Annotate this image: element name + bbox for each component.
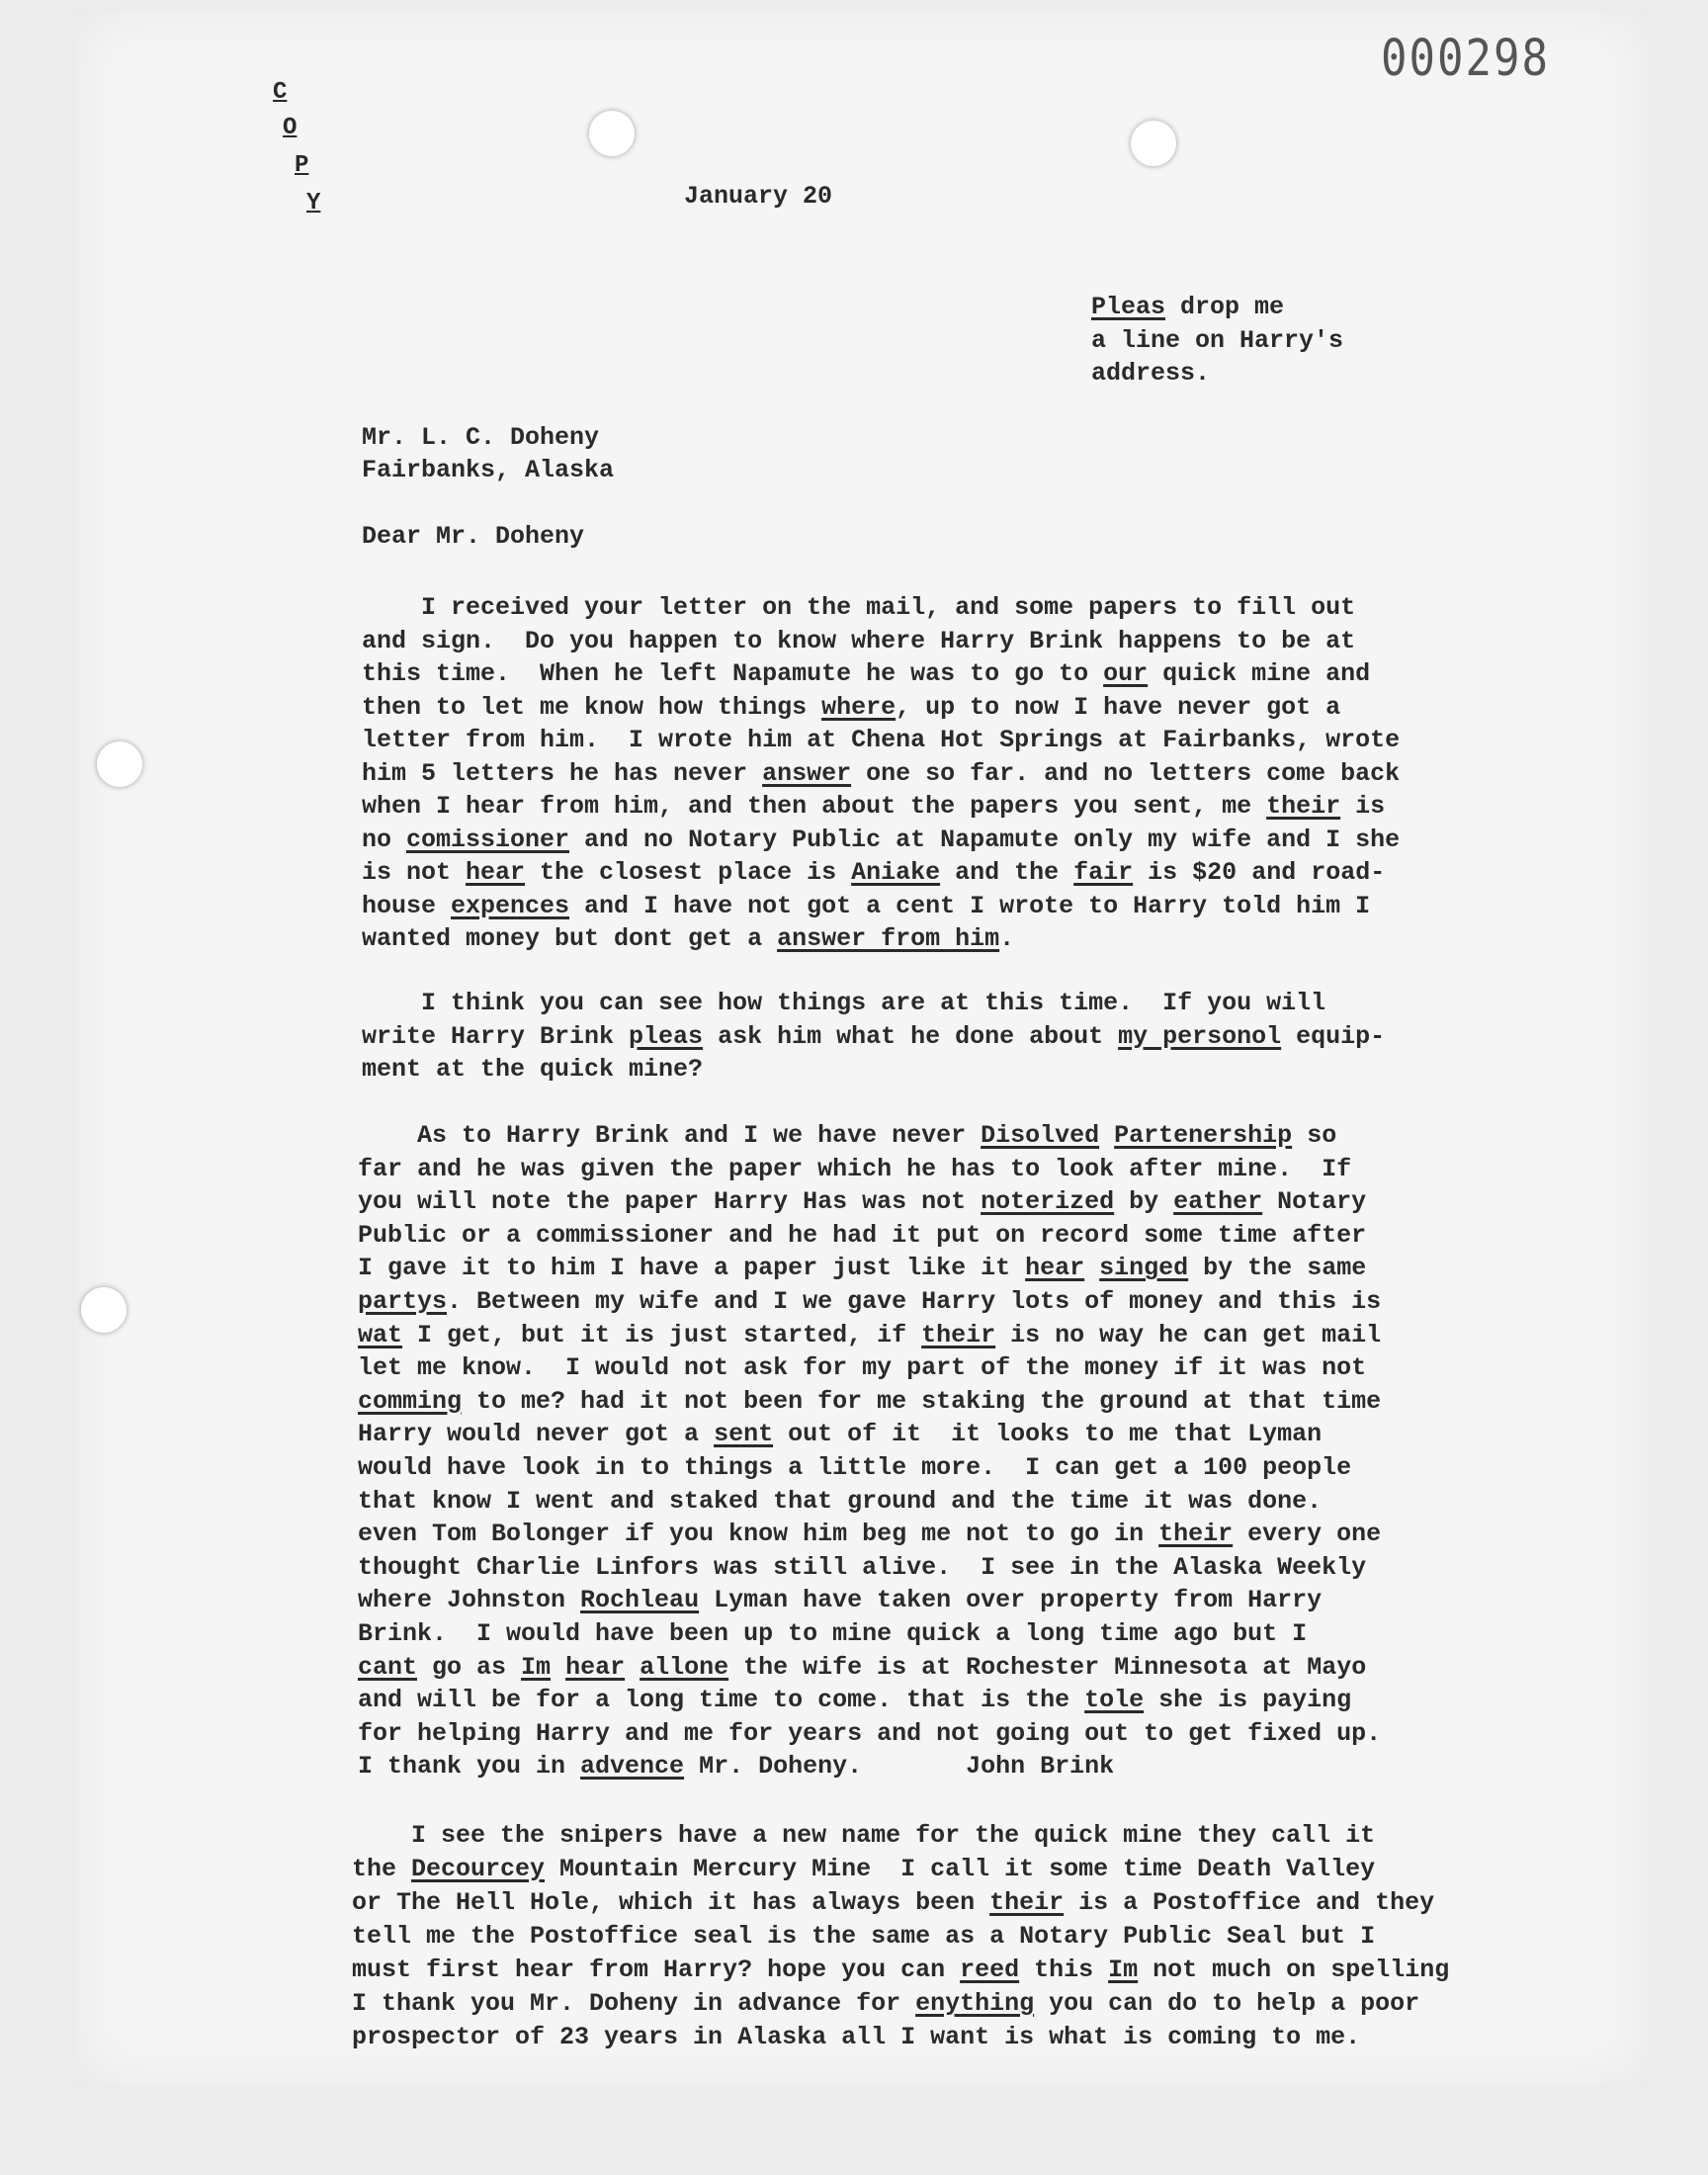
text-run: you can do to help a poor: [1034, 1989, 1420, 2018]
text-run: is a Postoffice and they: [1064, 1888, 1435, 1917]
text-run: I see the snipers have a new name for the quick mine they call it: [352, 1821, 1376, 1850]
underlined-word: expences: [451, 891, 570, 920]
underlined-word: fair: [1073, 858, 1134, 887]
text-line: [362, 1022, 1385, 1051]
text-line: [358, 1752, 1114, 1781]
text-line: [352, 1821, 1375, 1850]
punch-hole: [1131, 121, 1176, 166]
text-run: and sign. Do you happen to know where Harry Brink happens to be at: [362, 626, 1356, 655]
underlined-word: Im: [1108, 1956, 1139, 1984]
text-line: [352, 1989, 1419, 2018]
text-line: [358, 1387, 1381, 1416]
underlined-word: Partenership: [1114, 1121, 1293, 1150]
text-run: [551, 1653, 565, 1682]
text-run: no: [362, 825, 407, 854]
text-line: [352, 1956, 1449, 1984]
text-run: she is paying: [1144, 1686, 1352, 1715]
underlined-word: their: [921, 1320, 996, 1349]
text-run: and no Notary Public at Napamute only my wife and I she: [569, 825, 1401, 854]
text-line: [358, 1619, 1307, 1648]
underlined-word: our: [1103, 659, 1149, 688]
text-line: [358, 1287, 1381, 1316]
text-line: [358, 1453, 1351, 1482]
text-run: Mr. Doheny. John Brink: [684, 1752, 1115, 1782]
underlined-word: Disolved: [981, 1121, 1100, 1150]
text-line: [352, 1855, 1375, 1883]
text-run: go as: [417, 1652, 522, 1682]
underlined-word: Rochleau: [580, 1586, 700, 1615]
text-line: [358, 1121, 1336, 1150]
text-run: where Johnston: [358, 1586, 581, 1615]
underlined-word: hear: [1025, 1254, 1085, 1283]
text-run: him 5 letters he has never: [362, 758, 763, 788]
text-run: Lyman have taken over property from Harry: [699, 1586, 1323, 1615]
text-line: [358, 1155, 1351, 1183]
text-line: [358, 1553, 1366, 1582]
text-line: [362, 826, 1400, 854]
underlined-word: my personol: [1118, 1021, 1282, 1051]
underlined-word: hear: [565, 1652, 626, 1682]
text-run: I gave it to him I have a paper just like it: [358, 1254, 1026, 1283]
text-run: even Tom Bolonger if you know him beg me not to go in: [358, 1520, 1159, 1549]
text-line: [362, 423, 599, 452]
underlined-word: answer: [762, 758, 852, 788]
text-run: and will be for a long time to come. that is the: [358, 1686, 1085, 1715]
underlined-word: allone: [640, 1652, 729, 1682]
text-run: I received your letter on the mail, and some papers to fill out: [362, 593, 1356, 622]
text-run: let me know. I would not ask for my part of the money if it was not: [358, 1353, 1367, 1383]
underlined-word: noterized: [981, 1187, 1115, 1217]
text-line: [362, 989, 1325, 1017]
text-line: [358, 1321, 1381, 1349]
text-line: [362, 1055, 703, 1084]
underlined-word: reed: [960, 1956, 1020, 1984]
underlined-word: their: [1158, 1520, 1234, 1549]
text-run: I thank you in: [358, 1752, 581, 1782]
underlined-word: answer from him: [777, 924, 1000, 953]
text-run: I thank you Mr. Doheny in advance for: [352, 1989, 916, 2018]
text-run: would have look in to things a little more. I can get a 100 people: [358, 1453, 1352, 1482]
text-run: write Harry Brink: [362, 1021, 630, 1051]
text-line: [358, 1353, 1366, 1382]
text-run: every one: [1233, 1520, 1382, 1549]
text-run: Fairbanks, Alaska: [362, 456, 615, 484]
text-line: [1091, 293, 1284, 321]
text-run: to me? had it not been for me staking the ground at that time: [462, 1386, 1382, 1416]
document-number: 000298: [1381, 30, 1550, 88]
text-run: , up to now I have never got a: [896, 692, 1341, 722]
text-run: then to let me know how things: [362, 692, 822, 722]
text-run: out of it it looks to me that Lyman: [773, 1420, 1323, 1449]
text-run: must first hear from Harry? hope you can: [352, 1956, 961, 1984]
underlined-word: singed: [1099, 1254, 1189, 1283]
text-run: I get, but it is just started, if: [402, 1320, 922, 1349]
text-run: .: [999, 924, 1015, 953]
text-line: [358, 1520, 1381, 1548]
text-run: this time. When he left Napamute he was to go to: [362, 659, 1104, 688]
text-run: tell me the Postoffice seal is the same as a Notary Public Seal but I: [352, 1922, 1376, 1951]
text-run: a line on Harry's: [1091, 325, 1344, 355]
text-line: [358, 1187, 1366, 1216]
underlined-word: Decourcey: [411, 1855, 546, 1883]
text-run: by: [1114, 1187, 1174, 1217]
text-run: the closest place is: [525, 858, 852, 887]
text-run: [625, 1653, 640, 1682]
underlined-word: enything: [915, 1989, 1035, 2018]
text-run: is $20 and road-: [1133, 858, 1386, 887]
text-run: or The Hell Hole, which it has always been: [352, 1888, 990, 1917]
text-line: [362, 456, 614, 484]
text-run: letter from him. I wrote him at Chena Hot Springs at Fairbanks, wrote: [362, 726, 1401, 754]
text-run: the wife is at Rochester Minnesota at Mayo: [728, 1652, 1367, 1682]
text-run: Brink. I would have been up to mine quick a long time ago but I: [358, 1619, 1308, 1648]
text-line: [362, 858, 1385, 887]
text-run: house: [362, 891, 452, 920]
underlined-word: their: [1266, 792, 1341, 821]
underlined-word: hear: [466, 858, 526, 887]
text-run: As to Harry Brink and I we have never: [358, 1121, 982, 1150]
copy-mark-letter: P: [295, 152, 309, 179]
text-line: [358, 1586, 1322, 1614]
document-page: [75, 10, 1649, 2086]
punch-hole: [81, 1287, 127, 1333]
text-line: [362, 892, 1370, 920]
text-run: Harry would never got a: [358, 1420, 715, 1449]
text-line: [352, 1888, 1434, 1917]
text-run: that know I went and staked that ground and the time it was done.: [358, 1486, 1323, 1516]
text-line: [358, 1487, 1322, 1516]
underlined-word: their: [989, 1888, 1065, 1917]
text-run: ask him what he done about: [703, 1021, 1119, 1051]
text-run: far and he was given the paper which he has to look after mine. If: [358, 1154, 1352, 1183]
text-line: [362, 726, 1400, 754]
text-run: one so far. and no letters come back: [851, 758, 1401, 788]
text-line: [352, 2023, 1360, 2051]
text-run: by the same: [1188, 1254, 1367, 1283]
underlined-word: eather: [1173, 1187, 1263, 1217]
text-run: is no way he can get mail: [995, 1320, 1382, 1349]
text-run: and the: [940, 858, 1074, 887]
text-run: Mountain Mercury Mine I call it some time Death Valley: [545, 1855, 1376, 1883]
text-run: this: [1019, 1956, 1109, 1984]
underlined-word: partys: [358, 1287, 448, 1316]
underlined-word: Im: [521, 1652, 552, 1682]
underlined-word: pleas: [629, 1021, 704, 1051]
text-run: for helping Harry and me for years and not going out to get fixed up.: [358, 1718, 1382, 1748]
punch-hole: [97, 741, 142, 787]
punch-hole: [589, 111, 635, 156]
underlined-word: advence: [580, 1752, 685, 1782]
underlined-word: sent: [714, 1420, 774, 1449]
text-line: [362, 759, 1400, 788]
text-line: [362, 593, 1355, 622]
text-run: wanted money but dont get a: [362, 924, 778, 953]
text-run: . Between my wife and I we gave Harry lots of money and this is: [447, 1287, 1382, 1316]
text-line: [358, 1653, 1366, 1682]
underlined-word: cant: [358, 1652, 418, 1682]
text-run: [1084, 1254, 1099, 1282]
text-run: when I hear from him, and then about the papers you sent, me: [362, 792, 1267, 821]
text-run: Notary: [1262, 1187, 1367, 1217]
text-run: the: [352, 1855, 412, 1883]
text-run: address.: [1091, 359, 1211, 388]
underlined-word: where: [821, 692, 897, 722]
text-run: ment at the quick mine?: [362, 1055, 704, 1084]
underlined-word: comming: [358, 1386, 463, 1416]
text-line: [362, 522, 584, 551]
underlined-word: comissioner: [406, 825, 570, 854]
text-line: [352, 1922, 1375, 1951]
text-line: [358, 1221, 1366, 1250]
text-line: [1091, 326, 1343, 355]
text-run: is: [1340, 792, 1386, 821]
text-run: [1099, 1121, 1114, 1150]
text-run: Mr. L. C. Doheny: [362, 423, 600, 452]
text-run: quick mine and: [1148, 659, 1371, 688]
text-line: [362, 659, 1370, 688]
text-run: you will note the paper Harry Has was not: [358, 1187, 982, 1217]
text-line: [358, 1254, 1366, 1282]
text-line: [358, 1719, 1381, 1748]
text-run: not much on spelling: [1138, 1956, 1450, 1984]
copy-mark-letter: O: [283, 115, 298, 141]
copy-mark-letter: C: [273, 79, 288, 106]
text-run: equip-: [1281, 1021, 1386, 1051]
text-run: Dear Mr. Doheny: [362, 522, 585, 551]
text-run: I think you can see how things are at this time. If you will: [362, 989, 1326, 1017]
copy-mark-letter: Y: [306, 190, 321, 217]
text-run: so: [1292, 1121, 1337, 1150]
underlined-word: tole: [1084, 1686, 1145, 1715]
text-run: thought Charlie Linfors was still alive. I see in the Alaska Weekly: [358, 1552, 1367, 1582]
text-line: [362, 693, 1340, 722]
text-run: prospector of 23 years in Alaska all I want is what is coming to me.: [352, 2023, 1361, 2051]
text-run: Public or a commissioner and he had it put on record some time after: [358, 1220, 1367, 1250]
text-line: [362, 924, 1014, 953]
text-line: [362, 792, 1385, 821]
text-run: is not: [362, 858, 467, 887]
text-line: [358, 1420, 1322, 1448]
text-line: [362, 627, 1355, 655]
text-line: [1091, 359, 1210, 388]
underlined-word: Pleas: [1091, 293, 1166, 321]
underlined-word: wat: [358, 1320, 403, 1349]
text-run: and I have not got a cent I wrote to Harry told him I: [569, 891, 1371, 920]
text-run: drop me: [1165, 293, 1285, 321]
text-line: [358, 1686, 1351, 1714]
letter-date: January 20: [684, 182, 833, 211]
underlined-word: Aniake: [851, 858, 941, 887]
